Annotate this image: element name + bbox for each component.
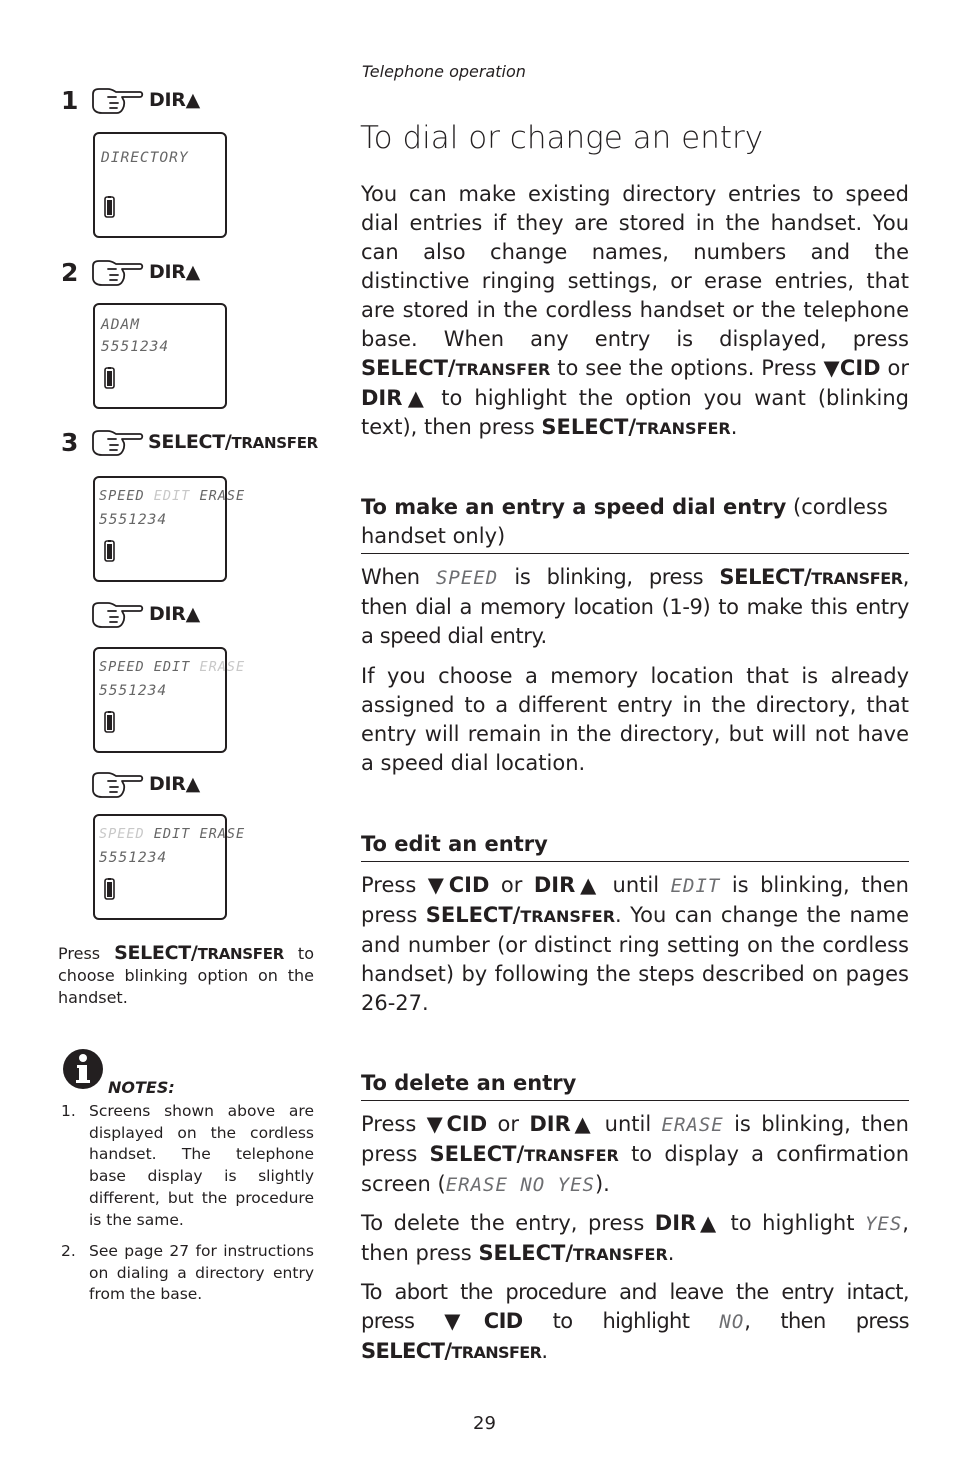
key-name: TRANSFER xyxy=(811,569,903,588)
page-number: 29 xyxy=(473,1413,496,1434)
pointing-hand-icon xyxy=(90,770,144,800)
key-name: SELECT/ xyxy=(478,1241,574,1265)
key-name: DIR▲ xyxy=(654,1211,721,1235)
lcd-option-blinking: SPEED xyxy=(99,826,145,842)
lcd-option: SPEED xyxy=(99,659,145,675)
key-name: TRANSFER xyxy=(231,434,318,452)
side-instruction xyxy=(58,942,314,1009)
pointing-hand-icon xyxy=(90,600,144,630)
page-title: To dial or change an entry xyxy=(360,120,764,156)
lcd-text: SPEED xyxy=(435,567,499,589)
text: Press xyxy=(361,1112,427,1136)
lcd-line xyxy=(99,826,245,842)
lcd-screen xyxy=(93,132,227,238)
key-instruction: DIR▲ xyxy=(149,603,200,625)
section-header: Telephone operation xyxy=(362,62,526,81)
heading-bold: To make an entry a speed dial entry xyxy=(361,495,787,519)
key-name: SELECT/ xyxy=(148,431,232,453)
step-number: 3 xyxy=(61,428,79,457)
text: or xyxy=(880,356,909,380)
text: until xyxy=(601,873,671,897)
text: ). xyxy=(594,1172,610,1196)
key-name: ▼CID xyxy=(426,1112,488,1136)
text: to highlight the option you want (blinking text), then press xyxy=(361,386,909,439)
handset-icon xyxy=(104,367,115,389)
lcd-line: 5551234 xyxy=(99,683,168,699)
text: to choose blinking option on the handset. xyxy=(58,944,314,1007)
text: is blinking, then press xyxy=(361,873,909,927)
text: . xyxy=(541,1339,548,1363)
delete-confirm-paragraph xyxy=(361,1209,909,1269)
delete-heading xyxy=(361,1069,909,1101)
key-name: SELECT/ xyxy=(429,1142,525,1166)
key-instruction xyxy=(148,431,318,453)
pointing-hand-icon xyxy=(90,428,144,458)
key-name: TRANSFER xyxy=(636,419,731,438)
pointing-hand-icon xyxy=(90,258,144,288)
note-number: 1. xyxy=(61,1102,76,1120)
text: to see the options. Press xyxy=(550,356,824,380)
note-number: 2. xyxy=(61,1242,76,1260)
text: Press xyxy=(58,944,115,963)
key-name: TRANSFER xyxy=(197,945,284,963)
key-name: SELECT/ xyxy=(361,1339,452,1363)
text: When xyxy=(361,565,436,589)
pointing-hand-icon xyxy=(90,86,144,116)
key-name: DIR▲ xyxy=(533,873,602,897)
key-name: DIR▲ xyxy=(361,386,430,410)
lcd-screen xyxy=(93,647,246,753)
key-instruction: DIR▲ xyxy=(149,773,200,795)
lcd-text: EDIT xyxy=(670,875,721,897)
text: until xyxy=(594,1112,662,1136)
note-text: Screens shown above are displayed on the cordless handset. The telephone base display is slightly different, but the procedure is the same. xyxy=(89,1102,314,1229)
text: to display a confirmation screen ( xyxy=(361,1142,909,1196)
key-name: SELECT/ xyxy=(114,942,198,964)
edit-paragraph xyxy=(361,871,909,1018)
heading-bold: To edit an entry xyxy=(361,832,548,856)
delete-paragraph xyxy=(361,1110,909,1200)
text: to highlight xyxy=(522,1309,720,1333)
lcd-line: 5551234 xyxy=(101,339,170,355)
lcd-text: ERASE NO YES xyxy=(445,1174,595,1196)
key-name: SELECT/ xyxy=(719,565,812,589)
lcd-screen xyxy=(93,814,246,920)
lcd-line: 5551234 xyxy=(99,850,168,866)
lcd-text: ERASE xyxy=(661,1114,724,1136)
handset-icon xyxy=(104,878,115,900)
edit-heading xyxy=(361,830,909,862)
speed-dial-heading xyxy=(361,493,909,554)
heading-rest: (cordless handset only) xyxy=(361,495,888,548)
key-name: TRANSFER xyxy=(520,907,616,926)
delete-abort-paragraph xyxy=(361,1278,909,1367)
note-text: See page 27 for instructions on dialing a directory entry from the base. xyxy=(89,1242,314,1304)
handset-icon xyxy=(104,711,115,733)
lcd-option-blinking: EDIT xyxy=(153,488,191,504)
handset-icon xyxy=(104,540,115,562)
lcd-text: NO xyxy=(719,1311,745,1333)
lcd-option: EDIT xyxy=(153,826,191,842)
text: You can make existing directory entries to speed dial entries if they are stored in the handset. You can also change names, numbers and the distinctive ringing settings, or erase entries, that are stored in the cordless handset or the telephone base. When any entry is displayed, press xyxy=(361,182,909,351)
lcd-option-blinking: ERASE xyxy=(199,659,246,675)
text: , then press xyxy=(744,1309,909,1333)
text: To delete the entry, press xyxy=(361,1211,655,1235)
key-name: ▼CID xyxy=(444,1309,523,1333)
lcd-screen xyxy=(93,303,227,409)
key-name: TRANSFER xyxy=(455,360,551,379)
key-name: TRANSFER xyxy=(451,1343,542,1362)
key-name: SELECT/ xyxy=(425,903,521,927)
heading-bold: To delete an entry xyxy=(361,1071,577,1095)
step-number: 2 xyxy=(61,258,79,287)
text: . You can change the name and number (or distinct ring setting on the cordless handset) by following the steps described on pages 26-27. xyxy=(361,903,909,1015)
lcd-option: ERASE xyxy=(199,826,246,842)
key-name: SELECT/ xyxy=(361,356,456,380)
key-name: DIR▲ xyxy=(529,1112,595,1136)
handset-icon xyxy=(104,196,115,218)
text: or xyxy=(489,873,534,897)
key-name: ▼CID xyxy=(427,873,490,897)
speed-dial-paragraph xyxy=(361,563,909,651)
lcd-text: YES xyxy=(864,1213,903,1235)
lcd-line: DIRECTORY xyxy=(101,150,189,166)
step-number: 1 xyxy=(61,86,79,115)
lcd-line xyxy=(99,659,245,675)
text: To abort the procedure and leave the entry intact, press xyxy=(361,1280,909,1333)
key-name: TRANSFER xyxy=(573,1245,668,1264)
text: is blinking, press xyxy=(498,565,720,589)
text: Press xyxy=(361,873,428,897)
lcd-option: SPEED xyxy=(99,488,145,504)
key-instruction: DIR▲ xyxy=(149,89,200,111)
text: , then press xyxy=(361,1211,909,1265)
key-instruction: DIR▲ xyxy=(149,261,200,283)
notes-title: NOTES: xyxy=(108,1078,175,1097)
key-name: ▼CID xyxy=(823,356,881,380)
lcd-screen xyxy=(93,476,246,582)
speed-dial-note-paragraph: If you choose a memory location that is already assigned to a different entry in the directory, that entry will remain in the directory, but will not have a speed dial location. xyxy=(361,664,909,775)
lcd-option: ERASE xyxy=(199,488,246,504)
key-name: TRANSFER xyxy=(524,1146,619,1165)
text: or xyxy=(487,1112,530,1136)
text: to highlight xyxy=(720,1211,865,1235)
text: is blinking, then press xyxy=(361,1112,909,1166)
text: . xyxy=(667,1241,675,1265)
key-name: SELECT/ xyxy=(541,415,637,439)
text: . xyxy=(730,415,738,439)
lcd-option: EDIT xyxy=(153,659,191,675)
intro-paragraph xyxy=(361,180,909,443)
lcd-line: ADAM xyxy=(101,317,140,333)
lcd-line xyxy=(99,488,245,504)
text: , then dial a memory location (1-9) to make this entry a speed dial entry. xyxy=(361,565,910,648)
lcd-line: 5551234 xyxy=(99,512,168,528)
info-icon xyxy=(62,1048,104,1090)
